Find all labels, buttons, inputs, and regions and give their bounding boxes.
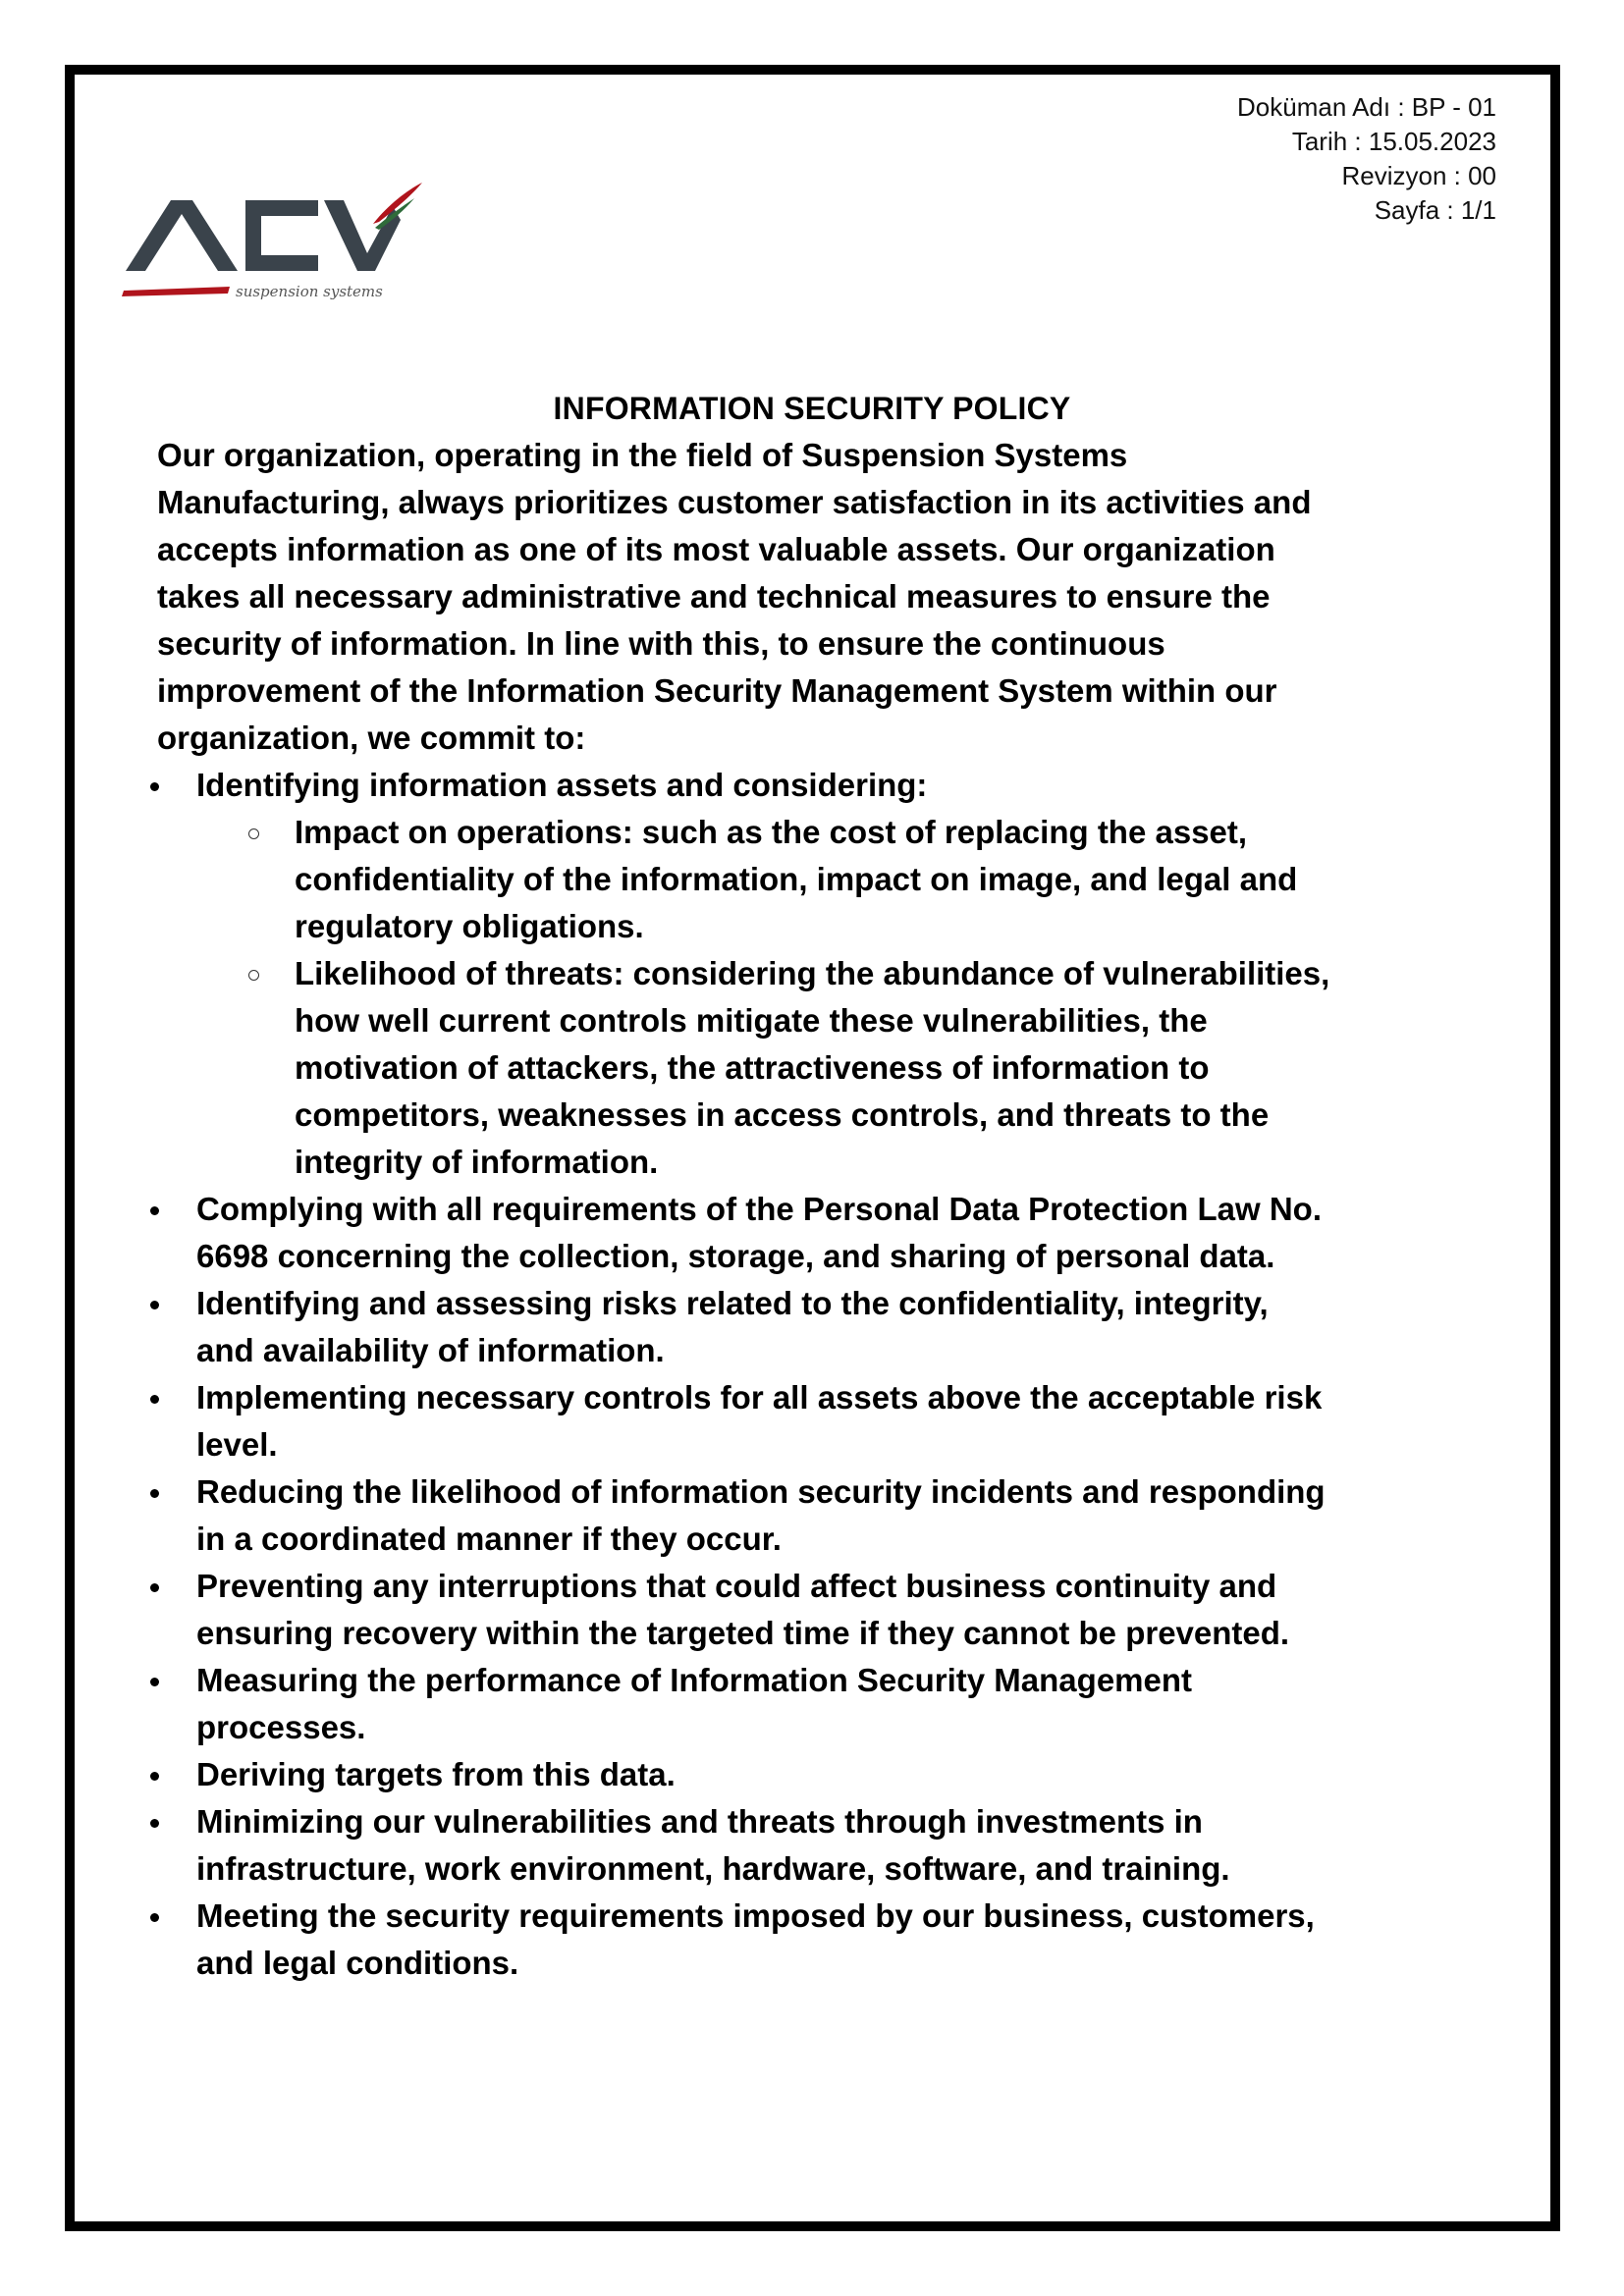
intro-line: Manufacturing, always prioritizes customer satisfaction in its activities and [157, 484, 1312, 520]
bullet-icon [150, 1772, 159, 1781]
bullet-icon [150, 782, 159, 791]
logo-red-bar [122, 287, 230, 296]
bullet-icon [150, 1819, 159, 1828]
doc-revision: Revizyon : 00 [1341, 161, 1496, 190]
bullet-icon [150, 1206, 159, 1215]
bullet-icon [150, 1301, 159, 1309]
commitment-line: processes. [196, 1709, 366, 1745]
commitment-line: Identifying and assessing risks related to the confidentiality, integrity, [196, 1285, 1269, 1321]
intro-line: organization, we commit to: [157, 720, 586, 756]
commitment-line: Identifying information assets and considering: [196, 767, 928, 803]
sub-commitment-line: motivation of attackers, the attractiveness of information to [295, 1049, 1210, 1086]
sub-commitment-line: confidentiality of the information, impact on image, and legal and [295, 861, 1298, 897]
commitment-line: Complying with all requirements of the Personal Data Protection Law No. [196, 1191, 1323, 1227]
commitment-line: Meeting the security requirements imposed by our business, customers, [196, 1897, 1315, 1934]
commitment-line: Minimizing our vulnerabilities and threats through investments in [196, 1803, 1203, 1840]
sub-commitment-line: Impact on operations: such as the cost of replacing the asset, [295, 814, 1248, 850]
intro-line: takes all necessary administrative and technical measures to ensure the [157, 578, 1271, 614]
commitment-line: in a coordinated manner if they occur. [196, 1521, 782, 1557]
intro-line: security of information. In line with this, to ensure the continuous [157, 625, 1165, 662]
sub-commitment-line: Likelihood of threats: considering the abundance of vulnerabilities, [295, 955, 1330, 991]
logo-tagline: suspension systems [236, 283, 383, 300]
page-title: INFORMATION SECURITY POLICY [553, 391, 1071, 426]
document-meta [1237, 90, 1496, 228]
hollow-bullet-icon [248, 828, 259, 839]
bullet-icon [150, 1395, 159, 1404]
intro-line: accepts information as one of its most valuable assets. Our organization [157, 531, 1275, 567]
intro-line: Our organization, operating in the field of Suspension Systems [157, 437, 1128, 473]
doc-page: Sayfa : 1/1 [1374, 195, 1496, 225]
commitment-line: and legal conditions. [196, 1945, 519, 1981]
company-logo [122, 177, 426, 304]
sub-commitment-line: regulatory obligations. [295, 908, 644, 944]
bullet-icon [150, 1913, 159, 1922]
hollow-bullet-icon [248, 970, 259, 981]
commitment-line: Measuring the performance of Information Security Management [196, 1662, 1193, 1698]
sub-commitment-line: integrity of information. [295, 1144, 659, 1180]
bullet-icon [150, 1583, 159, 1592]
doc-name: Doküman Adı : BP - 01 [1237, 92, 1496, 122]
acv-logo-icon [122, 177, 426, 304]
commitment-line: Reducing the likelihood of information security incidents and responding [196, 1473, 1326, 1510]
commitment-line: 6698 concerning the collection, storage, and sharing of personal data. [196, 1238, 1275, 1274]
logo-letter-a [126, 200, 238, 271]
bullet-icon [150, 1678, 159, 1686]
commitment-line: Implementing necessary controls for all assets above the acceptable risk [196, 1379, 1323, 1415]
commitment-line: Deriving targets from this data. [196, 1756, 676, 1792]
commitment-line: and availability of information. [196, 1332, 665, 1368]
logo-letter-c [245, 200, 318, 271]
sub-commitment-line: how well current controls mitigate these vulnerabilities, the [295, 1002, 1208, 1039]
commitment-line: Preventing any interruptions that could affect business continuity and [196, 1568, 1277, 1604]
commitment-line: infrastructure, work environment, hardware, software, and training. [196, 1850, 1230, 1887]
commitment-line: level. [196, 1426, 278, 1463]
commitment-line: ensuring recovery within the targeted time if they cannot be prevented. [196, 1615, 1290, 1651]
sub-commitment-line: competitors, weaknesses in access controls, and threats to the [295, 1096, 1270, 1133]
doc-date: Tarih : 15.05.2023 [1291, 127, 1496, 156]
intro-line: improvement of the Information Security Management System within our [157, 672, 1277, 709]
bullet-icon [150, 1489, 159, 1498]
